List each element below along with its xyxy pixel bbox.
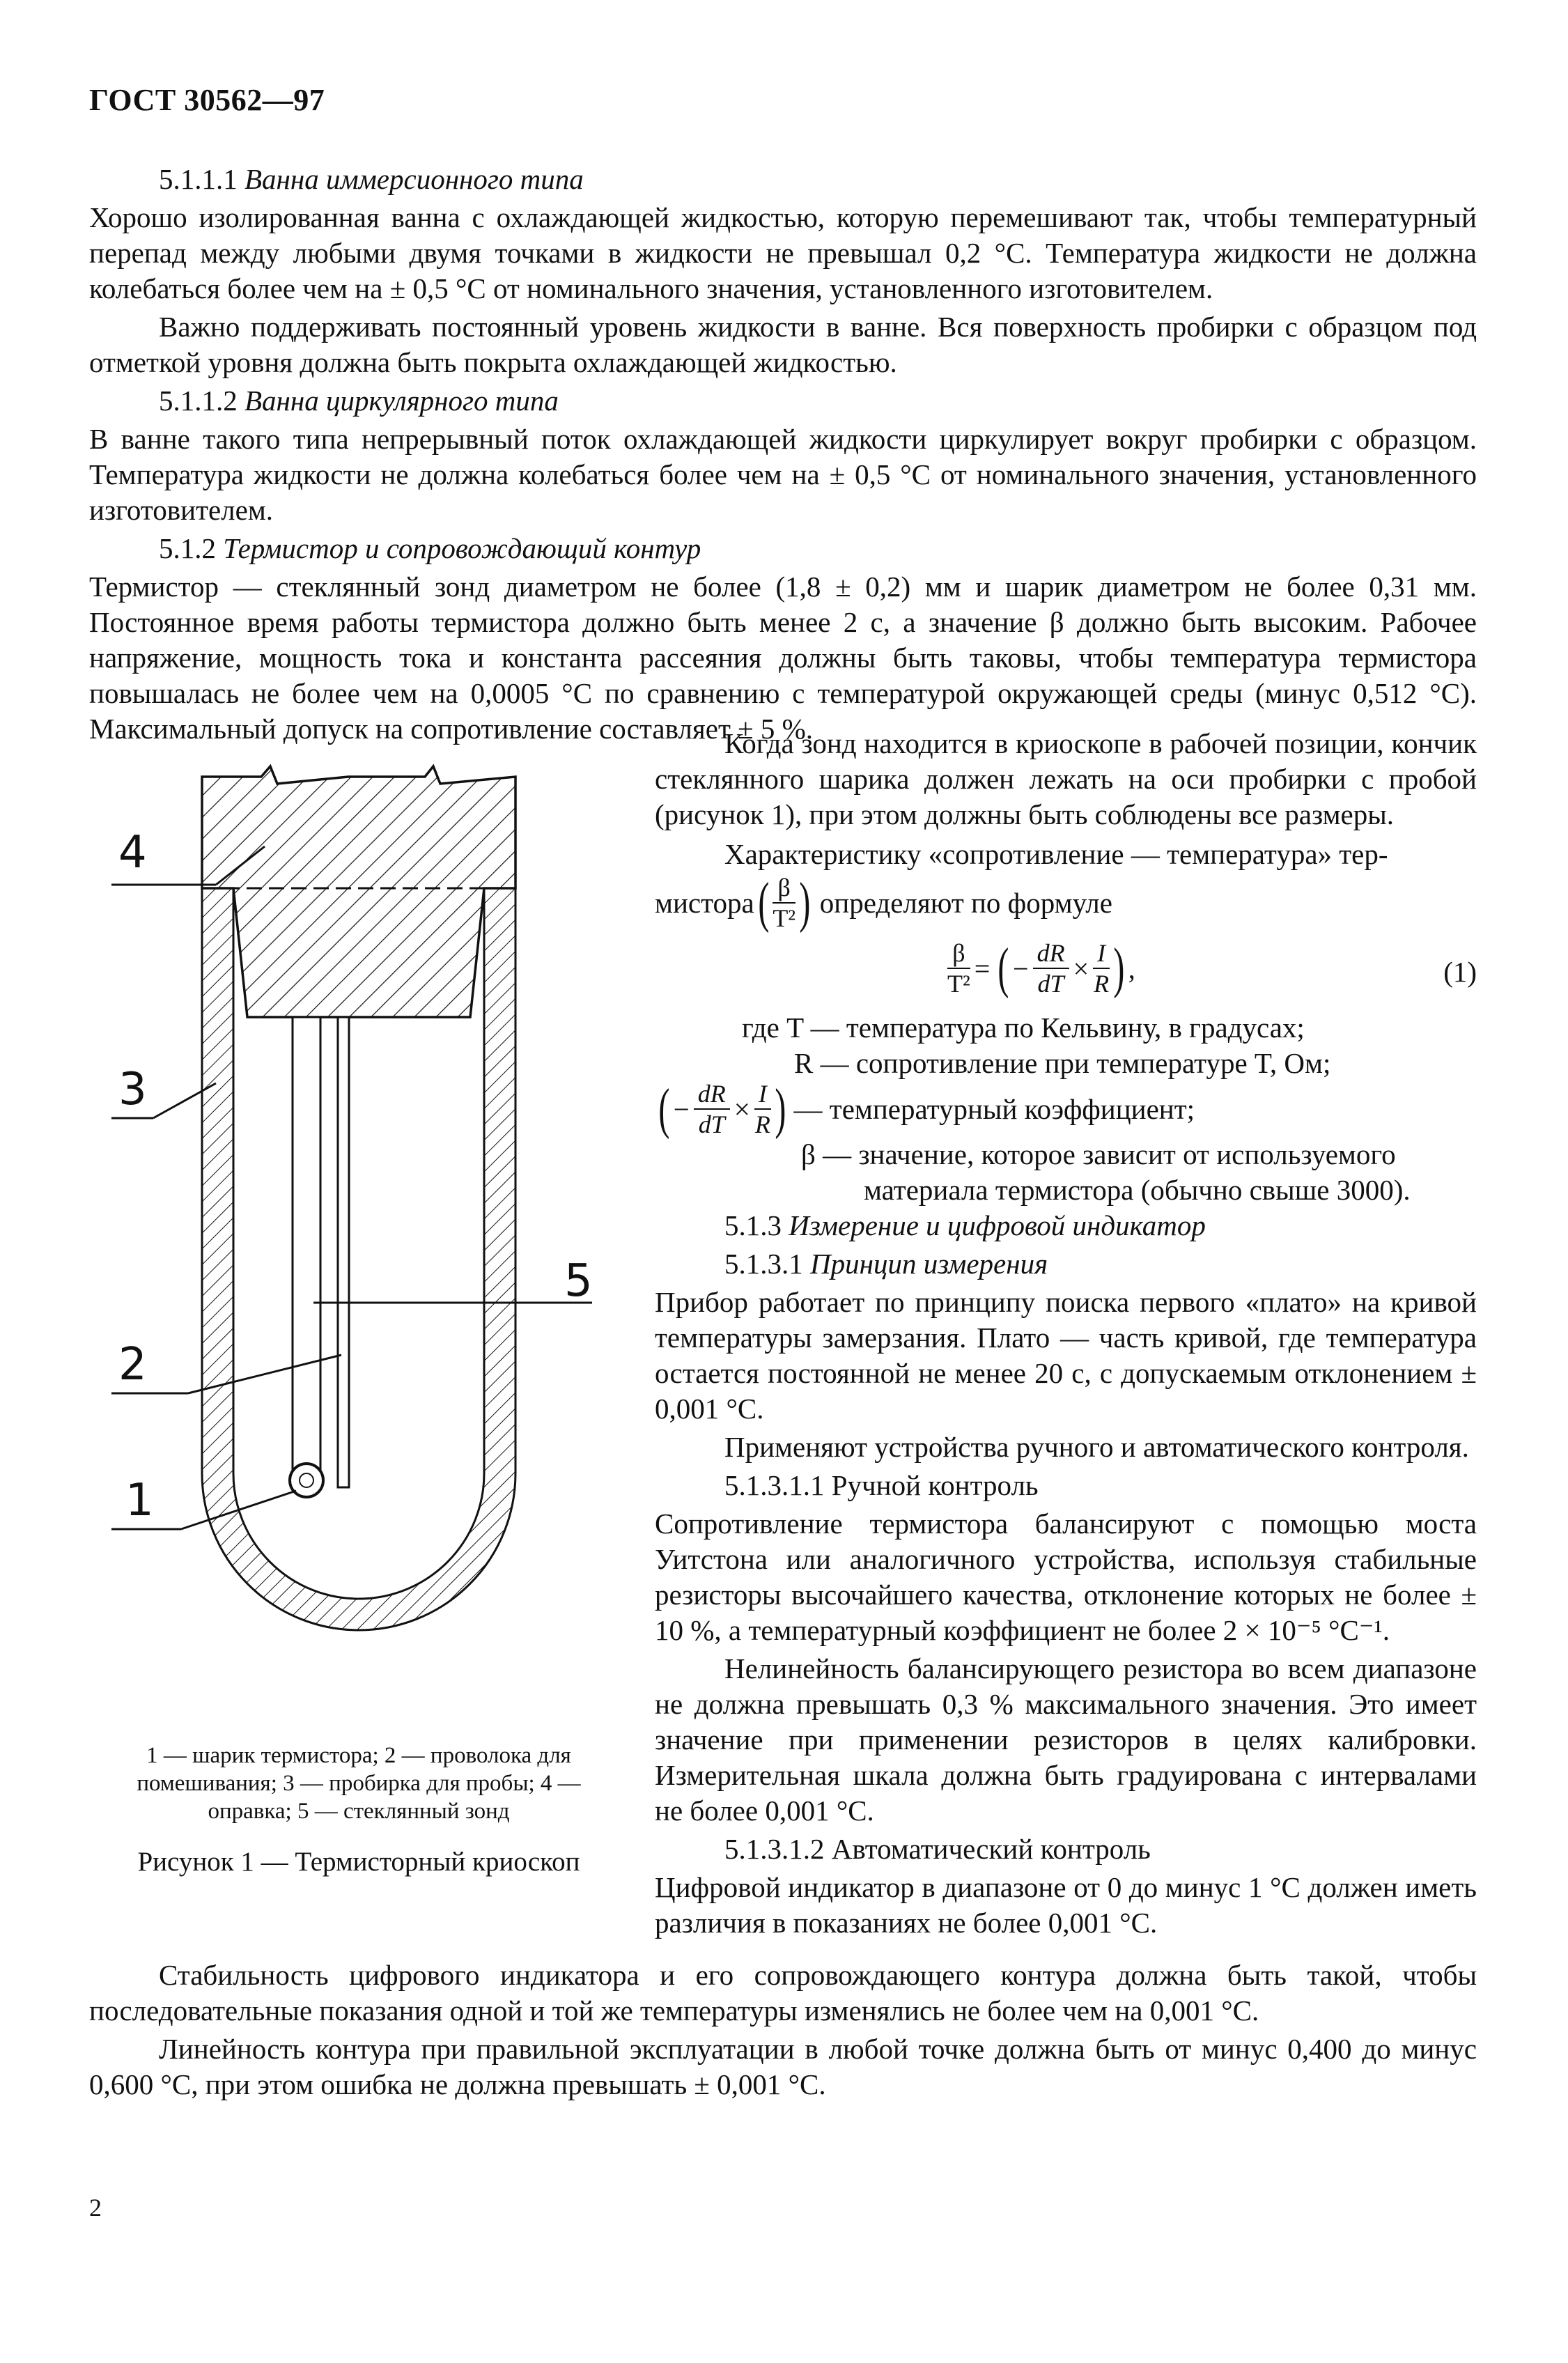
heading-5-1-1-1 bbox=[89, 162, 1477, 197]
heading-5-1-1-2 bbox=[89, 383, 1477, 419]
where-line: β — значение, которое зависит от используемого bbox=[801, 1138, 1396, 1170]
figure-label-2: 2 bbox=[118, 1339, 147, 1390]
heading-title: Ванна иммерсионного типа bbox=[244, 163, 584, 195]
paragraph: Характеристику «сопротивление — температура» тер- bbox=[724, 838, 1388, 870]
bottom-text-block bbox=[89, 1958, 1477, 2102]
document-header: ГОСТ 30562—97 bbox=[89, 83, 325, 117]
paren-right: ) bbox=[799, 872, 811, 933]
heading-number: 5.1.2 bbox=[159, 532, 216, 564]
heading-5-1-3-1: 5.1.3.1 Принцип измерения bbox=[724, 1248, 1048, 1280]
top-text-block bbox=[89, 162, 1477, 747]
heading-number: 5.1.1.1 bbox=[159, 163, 238, 195]
where-line: где T — температура по Кельвину, в градусах; bbox=[742, 1012, 1305, 1044]
fraction-beta-over-t2: $\frac{\beta}{\text{T²}}$ bbox=[773, 874, 796, 932]
paragraph: В ванне такого типа непрерывный поток охлаждающей жидкости циркулирует вокруг пробирки с образцом. Температура жидкости не должна колебаться более чем на ± 0,5 °С от номинального значения, установленного изготовителем. bbox=[89, 423, 1477, 526]
paragraph: Линейность контура при правильной эксплуатации в любой точке должна быть от минус 0,400 до минус 0,600 °С, при этом ошибка не должна превышать ± 0,001 °С. bbox=[89, 2033, 1477, 2100]
where-line: материала термистора (обычно свыше 3000). bbox=[864, 1174, 1411, 1206]
paragraph: Термистор — стеклянный зонд диаметром не более (1,8 ± 0,2) мм и шарик диаметром не более 0,31 мм. Постоянное время работы термистора должно быть менее 2 с, а значение β должно быть высоким. Рабочее напряжение, мощность тока и константа рассеяния должны быть таковы, чтобы температура термистора повышалась не более чем на 0,0005 °С по сравнению с температурой окружающей среды (минус 0,512 °С). Максимальный допуск на сопротивление составляет ± 5 %. bbox=[89, 571, 1477, 745]
paragraph: Стабильность цифрового индикатора и его сопровождающего контура должна быть такой, чтобы последовательные показания одной и той же температуры изменялись не более чем на 0,001 °С. bbox=[89, 1959, 1477, 2027]
figure-label-4: 4 bbox=[118, 827, 147, 878]
heading-5-1-3: 5.1.3 Измерение и цифровой индикатор bbox=[724, 1209, 1206, 1241]
paragraph: Прибор работает по принципу поиска первого «плато» на кривой температуры замерзания. Плато — часть кривой, где температура остается постоянной не менее 20 с, с допускаемым отклонением ± 0,001 °С. bbox=[655, 1286, 1477, 1425]
where-line: R — сопротивление при температуре T, Ом; bbox=[794, 1047, 1331, 1079]
paragraph: Важно поддерживать постоянный уровень жидкости в ванне. Вся поверхность пробирки с образцом под отметкой уровня должна быть покрыта охлаждающей жидкостью. bbox=[89, 311, 1477, 378]
mandrel bbox=[202, 766, 515, 1017]
heading-5-1-3-1-2: 5.1.3.1.2 Автоматический контроль bbox=[724, 1833, 1151, 1865]
thermistor-cryoscope-figure bbox=[104, 763, 613, 1703]
heading-5-1-2 bbox=[89, 531, 1477, 566]
stir-wire bbox=[338, 1017, 349, 1487]
figure-label-5: 5 bbox=[564, 1255, 593, 1307]
page-number: 2 bbox=[89, 2194, 102, 2222]
heading-5-1-3-1-1: 5.1.3.1.1 Ручной контроль bbox=[724, 1469, 1039, 1501]
heading-title: Термистор и сопровождающий контур bbox=[223, 532, 701, 564]
right-column bbox=[655, 726, 1477, 1941]
formula-intro-line bbox=[655, 872, 1477, 933]
text: мистора bbox=[655, 886, 754, 919]
paragraph: Нелинейность балансирующего резистора во всем диапазоне не должна превышать 0,3 % максимального значения. Это имеет значение при применении резисторов в целях калибровки. Измерительная шкала должна быть градуирована с интервалами не более 0,001 °С. bbox=[655, 1652, 1477, 1827]
paren-left: ( bbox=[758, 872, 769, 933]
heading-number: 5.1.1.2 bbox=[159, 385, 238, 417]
paragraph: Сопротивление термистора балансируют с помощью моста Уитстона или аналогичного устройства, используя стабильные резисторы высочайшего качества, отклонение которых не более ± 10 %, а температурный коэффициент не более 2 × 10⁻⁵ °С⁻¹. bbox=[655, 1508, 1477, 1646]
figure-label-3: 3 bbox=[118, 1064, 147, 1115]
where-line-coef: ( − $\frac{dR}{dT}$ × $\frac{I}{R}$ ) — температурный коэффициент; bbox=[658, 1078, 1195, 1140]
heading-title: Ванна циркулярного типа bbox=[244, 385, 559, 417]
figure-caption: 1 — шарик термистора; 2 — проволока для помешивания; 3 — пробирка для пробы; 4 — оправка; 5 — стеклянный зонд bbox=[137, 1743, 581, 1824]
formula-1: $\frac{\beta}{\text{T²}}$ = ( − $\frac{dR}{dT}$ × $\frac{I}{R}$ ) , (1) bbox=[947, 938, 1477, 999]
paragraph: Хорошо изолированная ванна с охлаждающей жидкостью, которую перемешивают так, чтобы температурный перепад между любыми двумя точками в жидкости не превышал 0,2 °С. Температура жидкости не должна колебаться более чем на ± 0,5 °С от номинального значения, установленного изготовителем. bbox=[89, 201, 1477, 304]
paragraph: Цифровой индикатор в диапазоне от 0 до минус 1 °С должен иметь различия в показаниях не более 0,001 °С. bbox=[655, 1871, 1477, 1939]
paragraph: Применяют устройства ручного и автоматического контроля. bbox=[724, 1431, 1469, 1463]
figure-title: Рисунок 1 — Термисторный криоскоп bbox=[137, 1847, 580, 1877]
formula-number: (1) bbox=[1443, 956, 1477, 988]
paragraph: Когда зонд находится в криоскопе в рабочей позиции, кончик стеклянного шарика должен лежать на оси пробирки с пробой (рисунок 1), при этом должны быть соблюдены все размеры. bbox=[655, 727, 1477, 830]
text: определяют по формуле bbox=[819, 886, 1112, 919]
glass-probe bbox=[293, 1017, 320, 1473]
figure-label-1: 1 bbox=[125, 1475, 154, 1526]
